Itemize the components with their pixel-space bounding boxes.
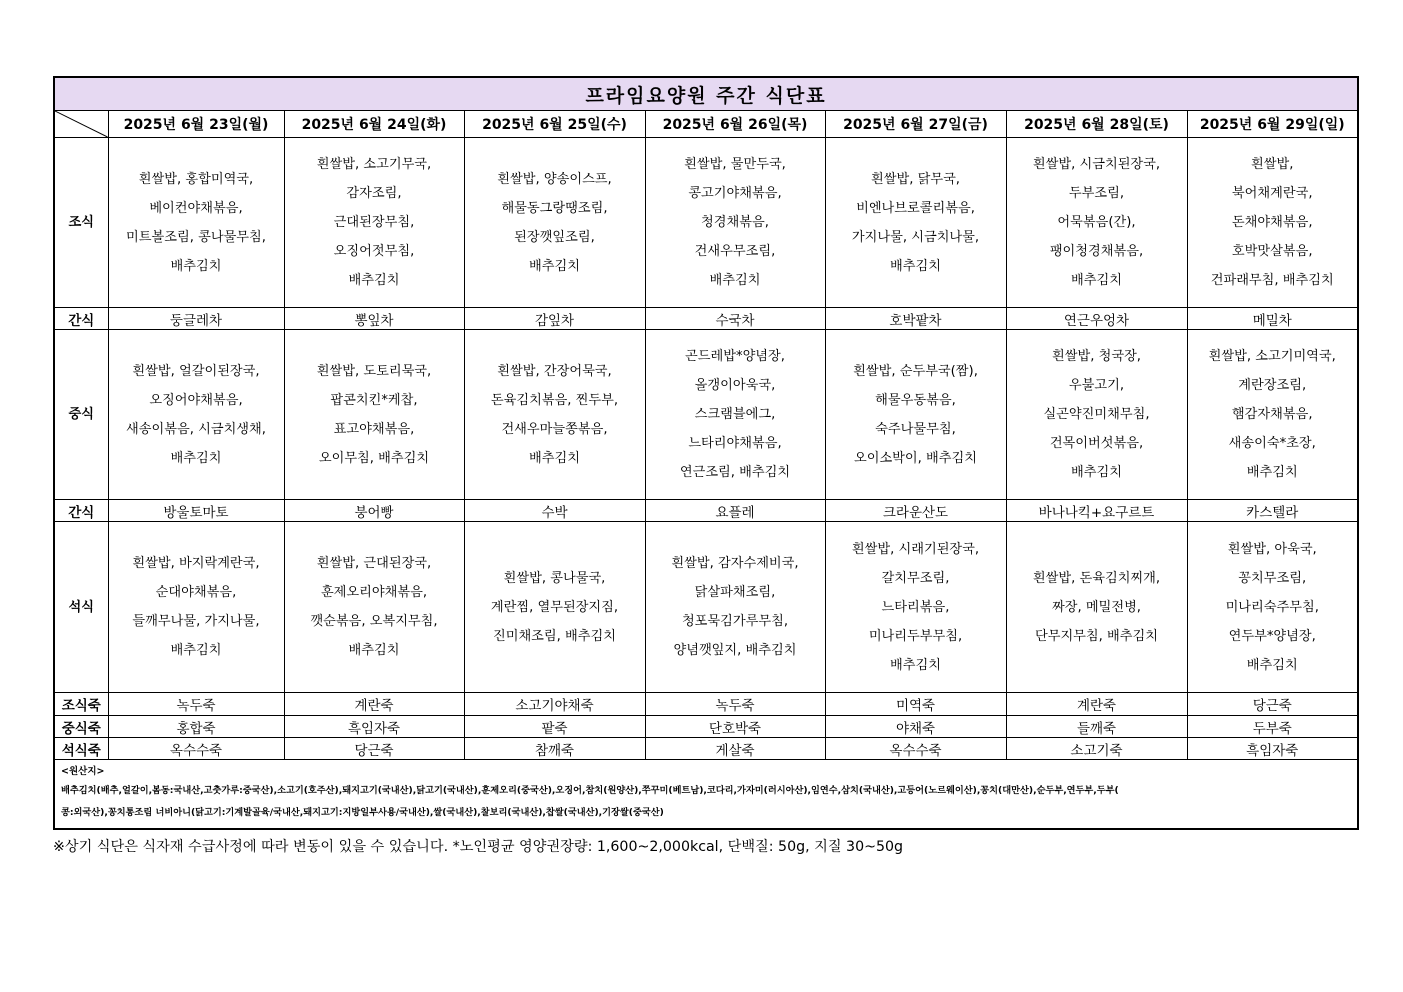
menu-item-line: 흰쌀밥, 바지락계란국, <box>132 556 260 571</box>
lunch-porridge-cell: 야채죽 <box>825 716 1006 738</box>
menu-item-line: 건새우무조림, <box>694 244 776 259</box>
afternoon-snack-cell: 크라운산도 <box>825 500 1006 522</box>
origin-info <box>54 760 1358 830</box>
menu-item-line: 연두부*양념장, <box>1228 628 1316 644</box>
dinner-cell <box>1006 522 1187 693</box>
lunch-porridge-cell: 두부죽 <box>1187 716 1358 738</box>
lunch-cell <box>464 330 645 500</box>
breakfast-cell <box>284 138 464 308</box>
lunch-cell <box>108 330 284 500</box>
menu-item-line: 해물우동볶음, <box>875 392 956 408</box>
menu-item-line: 어묵볶음(간), <box>1057 215 1136 230</box>
menu-item-line: 깻순볶음, 오복지무침, <box>310 614 438 629</box>
row-label-lunch: 중식 <box>54 330 108 500</box>
menu-item-line: 연근조림, 배추김치 <box>679 465 791 480</box>
menu-item-line: 호박맛살볶음, <box>1231 244 1313 259</box>
menu-item-line: 흰쌀밥, 시금치된장국, <box>1032 157 1161 172</box>
morning-snack-cell: 둥글레차 <box>108 308 284 330</box>
lunch-porridge-cell: 홍합죽 <box>108 716 284 738</box>
date-header: 2025년 6월 29일(일) <box>1187 111 1358 138</box>
date-header: 2025년 6월 26일(목) <box>645 111 825 138</box>
menu-item-line: 콩고기야채볶음, <box>688 186 782 201</box>
menu-item-line: 배추김치 <box>1071 465 1122 480</box>
menu-item-line: 오징어야채볶음, <box>149 392 243 408</box>
menu-item-line: 가지나물, 시금치나물, <box>851 229 980 245</box>
menu-item-line: 갈치무조림, <box>881 570 950 586</box>
breakfast-porridge-cell: 녹두죽 <box>108 693 284 716</box>
afternoon-snack-cell: 요플레 <box>645 500 825 522</box>
menu-item-line: 북어채계란국, <box>1231 186 1313 201</box>
breakfast-porridge-cell: 계란죽 <box>284 693 464 716</box>
menu-item-line: 배추김치 <box>890 258 941 274</box>
dinner-cell <box>825 522 1006 693</box>
dinner-porridge-cell: 옥수수죽 <box>825 738 1006 760</box>
dinner-porridge-cell: 옥수수죽 <box>108 738 284 760</box>
breakfast-porridge-cell: 녹두죽 <box>645 693 825 716</box>
dinner-porridge-cell: 흑임자죽 <box>1187 738 1358 760</box>
morning-snack-cell: 호박팥차 <box>825 308 1006 330</box>
breakfast-cell <box>108 138 284 308</box>
lunch-cell <box>645 330 825 500</box>
breakfast-cell <box>645 138 825 308</box>
menu-item-line: 배추김치 <box>170 643 222 658</box>
menu-item-line: 스크램블에그, <box>694 407 776 422</box>
menu-item-line: 흰쌀밥, 근대된장국, <box>316 556 432 571</box>
menu-item-line: 비엔나브로콜리볶음, <box>856 200 975 216</box>
menu-item-line: 두부조림, <box>1068 186 1125 201</box>
menu-item-line: 배추김치 <box>1246 657 1298 673</box>
menu-item-line: 흰쌀밥, 감자수제비국, <box>671 556 799 571</box>
menu-item-line: 흰쌀밥, 아욱국, <box>1227 541 1317 557</box>
menu-item-line: 배추김치 <box>170 450 222 466</box>
breakfast-porridge-cell: 당근죽 <box>1187 693 1358 716</box>
menu-item-line: 청경채볶음, <box>701 215 769 230</box>
menu-item-line: 미나리숙주무침, <box>1225 599 1319 615</box>
menu-item-line: 베이컨야채볶음, <box>149 200 243 216</box>
morning-snack-cell: 감잎차 <box>464 308 645 330</box>
menu-item-line: 새송이볶음, 시금치생채, <box>126 421 266 437</box>
menu-item-line: 새송이숙*초장, <box>1228 436 1316 451</box>
dinner-cell <box>1187 522 1358 693</box>
row-label-dinner: 석식 <box>54 522 108 693</box>
menu-item-line: 흰쌀밥, 간장어묵국, <box>497 363 612 379</box>
menu-item-line: 배추김치 <box>709 273 761 288</box>
date-header: 2025년 6월 27일(금) <box>825 111 1006 138</box>
afternoon-snack-cell: 카스텔라 <box>1187 500 1358 522</box>
menu-item-line: 배추김치 <box>348 273 400 288</box>
menu-item-line: 건목이버섯볶음, <box>1049 436 1144 451</box>
menu-item-line: 흰쌀밥, 물만두국, <box>684 157 786 172</box>
menu-item-line: 팽이청경채볶음, <box>1049 244 1144 259</box>
menu-item-line: 계란장조림, <box>1238 378 1307 393</box>
lunch-porridge-cell: 들깨죽 <box>1006 716 1187 738</box>
date-header: 2025년 6월 25일(수) <box>464 111 645 138</box>
dinner-porridge-cell: 소고기죽 <box>1006 738 1187 760</box>
dinner-cell <box>284 522 464 693</box>
morning-snack-cell: 연근우엉차 <box>1006 308 1187 330</box>
menu-item-line: 흰쌀밥, 도토리묵국, <box>316 363 432 379</box>
menu-item-line: 양념깻잎지, 배추김치 <box>673 643 797 658</box>
menu-item-line: 흰쌀밥, 얼갈이된장국, <box>132 363 260 379</box>
menu-item-line: 팝콘치킨*케찹, <box>330 392 418 408</box>
menu-item-line: 느타리야채볶음, <box>688 436 782 451</box>
menu-item-line: 표고야채볶음, <box>333 421 415 437</box>
afternoon-snack-cell: 수박 <box>464 500 645 522</box>
menu-item-line: 흰쌀밥, 시래기된장국, <box>851 541 980 557</box>
menu-item-line: 단무지무침, 배추김치 <box>1034 628 1159 644</box>
menu-item-line: 오징어젓무침, <box>333 244 415 259</box>
breakfast-porridge-cell: 계란죽 <box>1006 693 1187 716</box>
menu-item-line: 건파래무침, 배추김치 <box>1210 273 1334 288</box>
dinner-cell <box>645 522 825 693</box>
menu-item-line: 꽁치무조림, <box>1238 570 1307 586</box>
morning-snack-cell: 뽕잎차 <box>284 308 464 330</box>
menu-item-line: 순대야채볶음, <box>155 585 237 600</box>
menu-item-line: 햄감자채볶음, <box>1231 407 1313 422</box>
afternoon-snack-cell: 바나나킥+요구르트 <box>1006 500 1187 522</box>
row-label-dinner-porridge: 석식죽 <box>54 738 108 760</box>
menu-item-line: 진미채조림, 배추김치 <box>492 628 617 644</box>
menu-item-line: 흰쌀밥, 청국장, <box>1051 349 1141 364</box>
menu-item-line: 배추김치 <box>348 643 400 658</box>
menu-item-line: 돈육김치볶음, 찐두부, <box>490 392 619 408</box>
menu-item-line: 닭살파채조림, <box>694 585 776 600</box>
dinner-porridge-cell: 게살죽 <box>645 738 825 760</box>
menu-item-line: 배추김치 <box>1246 465 1298 480</box>
menu-item-line: 실곤약진미채무침, <box>1043 407 1150 422</box>
lunch-cell <box>1006 330 1187 500</box>
lunch-porridge-cell: 단호박죽 <box>645 716 825 738</box>
morning-snack-cell: 수국차 <box>645 308 825 330</box>
menu-item-line: 흰쌀밥, 닭무국, <box>870 171 960 187</box>
lunch-cell <box>1187 330 1358 500</box>
breakfast-cell <box>464 138 645 308</box>
menu-item-line: 흰쌀밥, 홍합미역국, <box>138 171 254 187</box>
row-label-morning-snack: 간식 <box>54 308 108 330</box>
menu-item-line: 숙주나물무침, <box>875 421 956 437</box>
menu-item-line: 곤드레밥*양념장, <box>685 349 785 364</box>
lunch-cell <box>825 330 1006 500</box>
row-label-breakfast: 조식 <box>54 138 108 308</box>
menu-item-line: 계란찜, 열무된장지짐, <box>490 599 619 615</box>
row-label-afternoon-snack: 간식 <box>54 500 108 522</box>
menu-item-line: 오이소박이, 배추김치 <box>853 450 978 466</box>
origin-line-1: 배추김치(배추,얼갈이,봄동:국내산,고춧가루:중국산),소고기(호주산),돼지고기(국내산),닭고기(국내산),훈제오리(중국산),오징어,참치(원양산),쭈꾸미(베트남),코다리,가자미(러시아산),임연수,삼치(국내산),고등어(노르웨이산),꽁치(대만산),순두부,연두부,두부( <box>61 785 1119 796</box>
diagonal-header-cell <box>54 111 108 138</box>
menu-item-line: 미트볼조림, 콩나물무침, <box>126 229 266 245</box>
breakfast-cell <box>1006 138 1187 308</box>
menu-item-line: 흰쌀밥, 순두부국(짬), <box>853 363 978 379</box>
dinner-cell <box>108 522 284 693</box>
menu-item-line: 흰쌀밥, 양송이스프, <box>497 171 612 187</box>
menu-item-line: 해물동그랑땡조림, <box>501 200 608 216</box>
menu-item-line: 훈제오리야채볶음, <box>320 585 428 600</box>
menu-item-line: 돈채야채볶음, <box>1231 215 1313 230</box>
row-label-breakfast-porridge: 조식죽 <box>54 693 108 716</box>
menu-item-line: 올갱이아욱국, <box>694 378 776 393</box>
menu-item-line: 우불고기, <box>1068 378 1125 393</box>
dinner-porridge-cell: 당근죽 <box>284 738 464 760</box>
afternoon-snack-cell: 붕어빵 <box>284 500 464 522</box>
origin-line-2: 콩:외국산),꽁치통조림 너비아니(닭고기:기계발골육/국내산,돼지고기:지방일부사용/국내산),쌀(국내산),찰보리(국내산),찹쌀(국내산),기장쌀(중국산) <box>61 807 664 818</box>
morning-snack-cell: 메밀차 <box>1187 308 1358 330</box>
menu-item-line: 배추김치 <box>890 657 941 673</box>
menu-item-line: 된장깻잎조림, <box>514 229 595 245</box>
breakfast-cell <box>1187 138 1358 308</box>
menu-item-line: 배추김치 <box>1071 273 1122 288</box>
breakfast-cell <box>825 138 1006 308</box>
row-label-lunch-porridge: 중식죽 <box>54 716 108 738</box>
menu-item-line: 짜장, 메밀전병, <box>1051 599 1141 615</box>
dinner-porridge-cell: 참깨죽 <box>464 738 645 760</box>
menu-item-line: 청포묵김가루무침, <box>681 614 789 629</box>
menu-item-line: 배추김치 <box>529 450 580 466</box>
dinner-cell <box>464 522 645 693</box>
date-header: 2025년 6월 28일(토) <box>1006 111 1187 138</box>
menu-title: 프라임요양원 주간 식단표 <box>54 77 1358 111</box>
lunch-cell <box>284 330 464 500</box>
menu-item-line: 감자조림, <box>346 186 402 201</box>
menu-item-line: 미나리두부무침, <box>868 628 963 644</box>
menu-item-line: 들깨무나물, 가지나물, <box>132 614 260 629</box>
menu-item-line: 배추김치 <box>170 258 222 274</box>
weekly-menu-table <box>53 76 1359 830</box>
menu-item-line: 흰쌀밥, 소고기무국, <box>316 157 432 172</box>
menu-item-line: 흰쌀밥, 돈육김치찌개, <box>1032 570 1161 586</box>
menu-item-line: 흰쌀밥, <box>1251 157 1294 172</box>
origin-title: <원산지> <box>61 766 105 777</box>
menu-item-line: 근대된장무침, <box>333 215 415 230</box>
date-header: 2025년 6월 24일(화) <box>284 111 464 138</box>
breakfast-porridge-cell: 미역죽 <box>825 693 1006 716</box>
menu-item-line: 흰쌀밥, 콩나물국, <box>503 570 606 586</box>
menu-item-line: 건새우마늘쫑볶음, <box>501 421 608 437</box>
lunch-porridge-cell: 흑임자죽 <box>284 716 464 738</box>
date-header: 2025년 6월 23일(월) <box>108 111 284 138</box>
afternoon-snack-cell: 방울토마토 <box>108 500 284 522</box>
lunch-porridge-cell: 팥죽 <box>464 716 645 738</box>
menu-item-line: 흰쌀밥, 소고기미역국, <box>1208 349 1336 364</box>
menu-item-line: 배추김치 <box>529 258 580 274</box>
menu-item-line: 느타리볶음, <box>881 599 950 615</box>
footnote: ※상기 식단은 식자재 수급사정에 따라 변동이 있을 수 있습니다. *노인평균 영양권장량: 1,600~2,000kcal, 단백질: 50g, 지질 30~50g <box>53 839 904 855</box>
menu-item-line: 오이무침, 배추김치 <box>318 450 430 466</box>
breakfast-porridge-cell: 소고기야채죽 <box>464 693 645 716</box>
